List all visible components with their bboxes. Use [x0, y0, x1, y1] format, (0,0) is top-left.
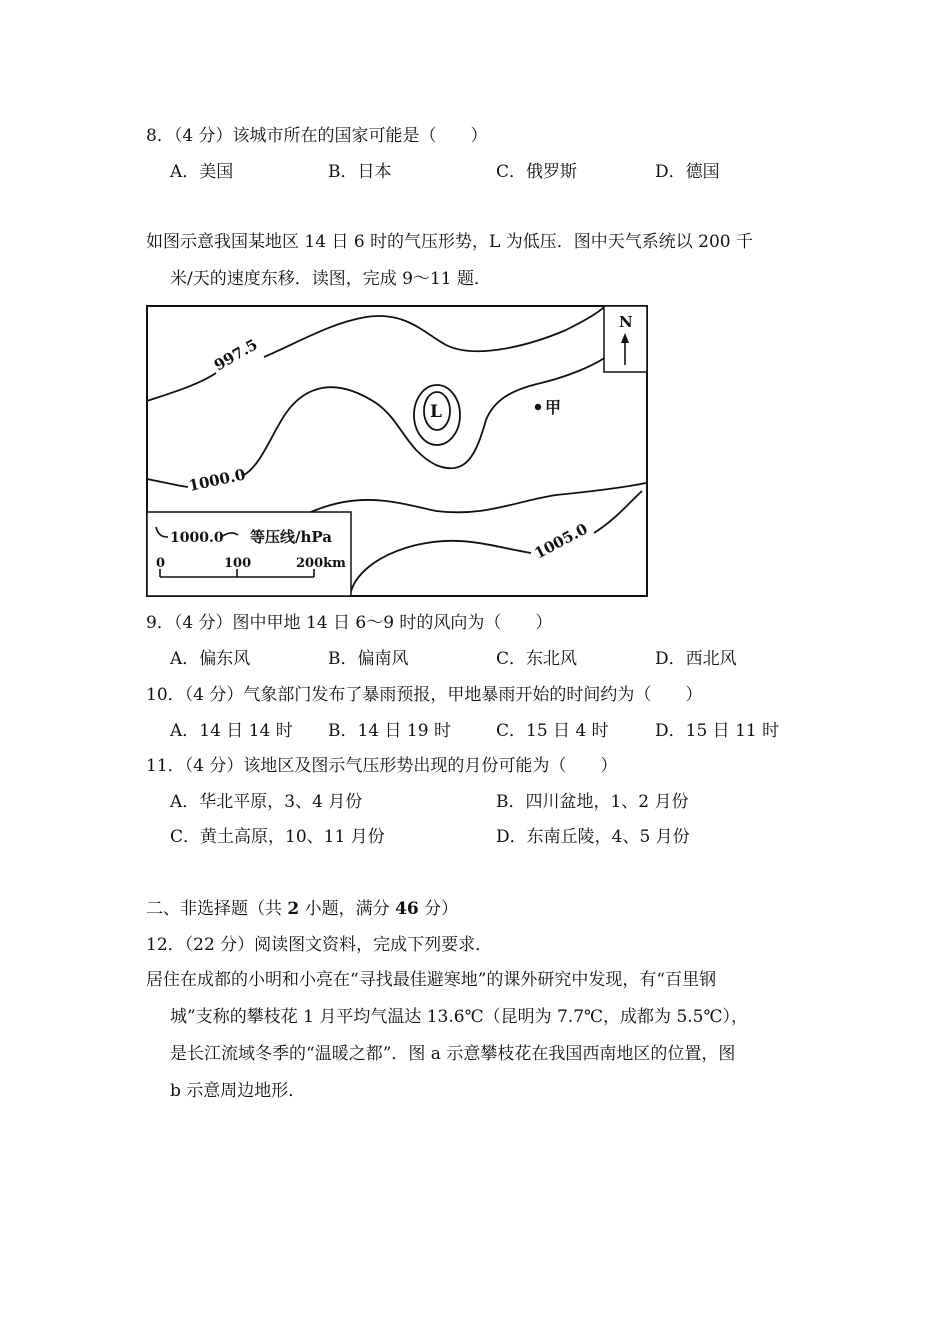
q12-paragraph-line-3: 是长江流域冬季的“温暖之都”．图 a 示意攀枝花在我国西南地区的位置，图 — [170, 1044, 736, 1064]
legend-sample-value: 1000.0 — [170, 530, 224, 546]
scale-tick-100: 100 — [224, 556, 252, 571]
q9-option-d: D．西北风 — [655, 649, 737, 669]
section-2-count: 2 — [287, 899, 300, 919]
intro-line-1: 如图示意我国某地区 14 日 6 时的气压形势，L 为低压．图中天气系统以 200 千 — [146, 232, 754, 252]
section-2-header — [146, 898, 458, 920]
q11-option-b: B．四川盆地，1、2 月份 — [496, 792, 689, 812]
isobar-map-figure — [146, 305, 648, 597]
q8-option-a: A．美国 — [170, 162, 234, 182]
q12-paragraph-line-2: 城”支称的攀枝花 1 月平均气温达 13.6℃（昆明为 7.7℃，成都为 5.5℃）， — [170, 1007, 748, 1027]
intro-line-2: 米/天的速度东移．读图，完成 9～11 题． — [170, 269, 491, 289]
question-11-stem: 11．（4 分）该地区及图示气压形势出现的月份可能为（ ） — [146, 756, 618, 776]
q8-option-b: B．日本 — [328, 162, 392, 182]
q10-option-a: A．14 日 14 时 — [170, 721, 293, 741]
q9-option-c: C．东北风 — [496, 649, 578, 669]
section-2-score: 46 — [395, 899, 419, 919]
isobar-label-997-5: 997.5 — [211, 335, 261, 375]
place-jia-label: 甲 — [545, 398, 562, 417]
isobar-label-1005-0: 1005.0 — [531, 519, 591, 563]
q10-option-c: C．15 日 4 时 — [496, 721, 609, 741]
q8-option-d: D．德国 — [655, 162, 720, 182]
section-2-prefix: 二、非选择题（共 — [146, 899, 288, 919]
place-jia-marker — [535, 404, 541, 410]
q9-option-a: A．偏东风 — [170, 649, 251, 669]
section-2-middle: 小题，满分 — [299, 899, 396, 919]
legend-box — [147, 512, 351, 596]
scale-tick-0: 0 — [156, 556, 166, 571]
q11-option-c: C．黄土高原，10、11 月份 — [170, 827, 385, 847]
isobar-label-1000-0: 1000.0 — [187, 465, 247, 495]
legend-title: 等压线/hPa — [250, 528, 332, 546]
low-pressure-label: L — [430, 402, 442, 422]
q11-option-d: D．东南丘陵，4、5 月份 — [496, 827, 690, 847]
q11-option-a: A．华北平原，3、4 月份 — [170, 792, 363, 812]
scale-tick-200km: 200km — [296, 556, 346, 571]
question-10-stem: 10．（4 分）气象部门发布了暴雨预报，甲地暴雨开始的时间约为（ ） — [146, 685, 703, 705]
q12-paragraph-line-1: 居住在成都的小明和小亮在“寻找最佳避寒地”的课外研究中发现，有“百里钢 — [146, 970, 717, 990]
question-12-stem: 12．（22 分）阅读图文资料，完成下列要求． — [146, 935, 493, 955]
q12-paragraph-line-4: b 示意周边地形． — [170, 1081, 306, 1101]
q10-option-b: B．14 日 19 时 — [328, 721, 451, 741]
question-8-stem: 8．（4 分）该城市所在的国家可能是（ ） — [146, 126, 488, 146]
q10-option-d: D．15 日 11 时 — [655, 721, 780, 741]
q8-option-c: C．俄罗斯 — [496, 162, 578, 182]
q9-option-b: B．偏南风 — [328, 649, 409, 669]
north-label: N — [619, 313, 633, 331]
section-2-suffix: 分） — [418, 899, 459, 919]
question-9-stem: 9．（4 分）图中甲地 14 日 6～9 时的风向为（ ） — [146, 613, 553, 633]
